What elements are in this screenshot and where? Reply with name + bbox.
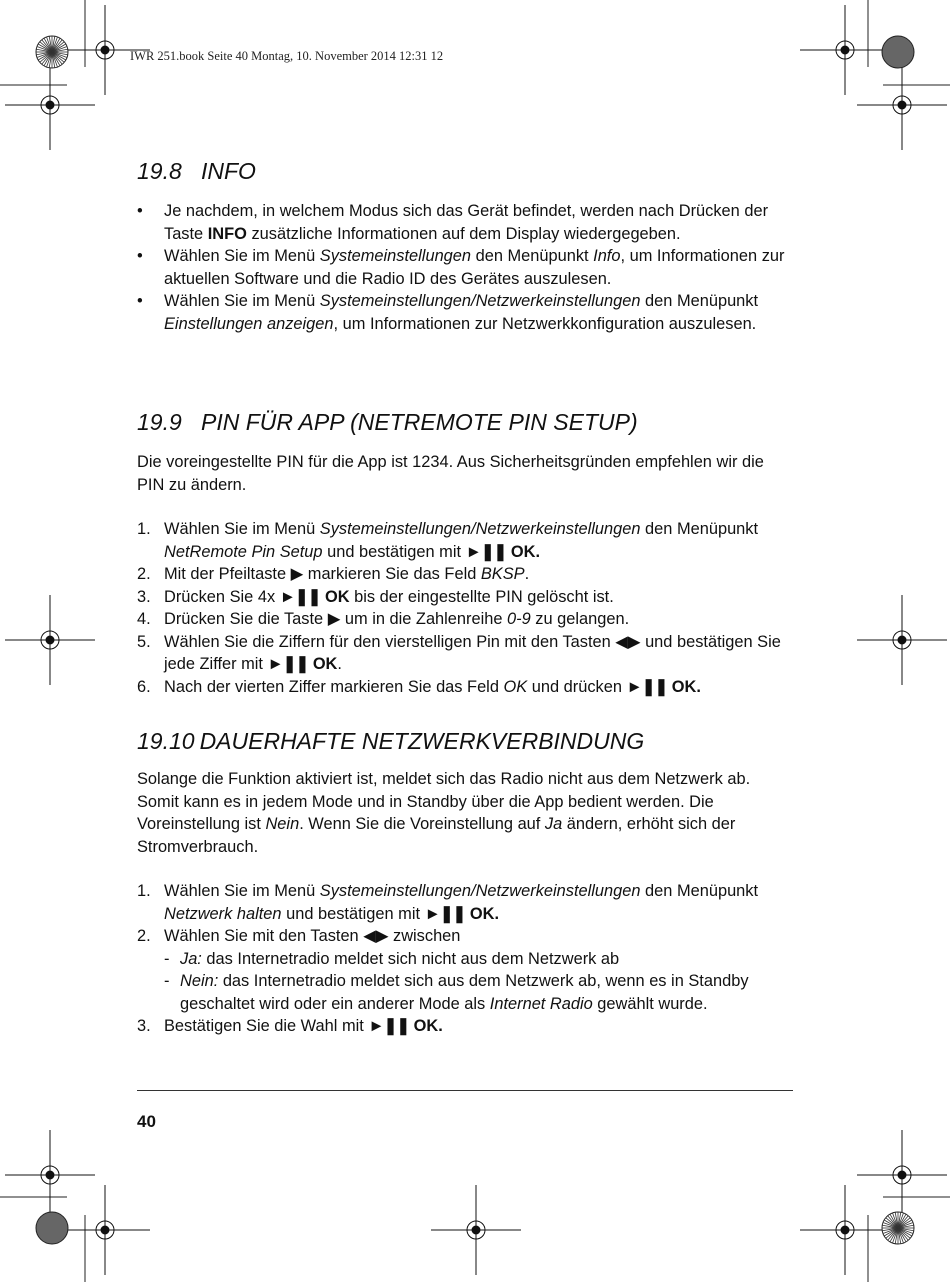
bullet-marker: •	[137, 247, 143, 265]
registration-crosshair	[857, 595, 947, 685]
field-name: BKSP	[480, 565, 525, 583]
play-pause-icon: ►❚❚	[424, 904, 466, 923]
ok-key-label: OK.	[671, 677, 701, 696]
bullet-marker: •	[137, 292, 143, 310]
arrow-left-right-icon: ◀▶	[615, 632, 641, 651]
section-heading-network	[137, 727, 644, 755]
section-number: 19.8	[137, 158, 182, 184]
step-number: 3.	[137, 587, 151, 606]
option-name: Ja	[544, 815, 563, 833]
section-number: 19.9	[137, 409, 182, 435]
option-label: Nein:	[180, 972, 219, 990]
list-item: 6. Nach der vierten Ziffer markieren Sie das Feld OK und drücken ►❚❚ OK.	[137, 676, 793, 699]
ok-key-label: OK	[324, 587, 350, 606]
play-pause-icon: ►❚❚	[626, 677, 668, 696]
info-bullet-list	[137, 200, 793, 335]
section-title: DAUERHAFTE NETZWERKVERBINDUNG	[199, 728, 645, 754]
menu-name: Systemeinstellungen/Netzwerkeinstellungen	[319, 520, 641, 538]
registration-starburst	[36, 36, 68, 68]
key-label: INFO	[207, 224, 247, 243]
registration-crosshair	[431, 1185, 521, 1275]
step-number: 6.	[137, 677, 151, 696]
registration-starburst	[882, 1212, 914, 1244]
option-label: Ja:	[180, 949, 202, 968]
dash-marker: -	[164, 972, 170, 990]
list-item: 5. Wählen Sie die Ziffern für den vierstelligen Pin mit den Tasten ◀▶ und bestätigen Sie jede Ziffer mit ►❚❚ OK.	[137, 632, 781, 673]
step-number: 3.	[137, 1017, 151, 1035]
list-item: • Wählen Sie im Menü Systemeinstellungen/Netzwerkeinstellungen den Menüpunkt Einstellungen anzeigen, um Informationen zur Netzwerkkonfiguration auszulesen.	[137, 292, 759, 333]
menu-name: Systemeinstellungen/Netzwerkeinstellungen	[319, 882, 641, 900]
registration-crosshair	[60, 1185, 150, 1275]
network-intro-paragraph: Solange die Funktion aktiviert ist, meldet sich das Radio nicht aus dem Netzwerk ab. Somit kann es in jedem Mode und in Standby über die App bedient werden. Die Voreinstellung ist Nein. Wenn Sie die Voreinstellung auf Ja ändern, erhöht sich der Stromverbrauch.	[137, 770, 751, 856]
option-item: - Ja: das Internetradio meldet sich nicht aus dem Netzwerk ab	[164, 948, 793, 971]
menu-item-name: Einstellungen anzeigen	[164, 314, 334, 333]
ok-key-label: OK.	[413, 1017, 443, 1035]
registration-crosshair	[800, 5, 890, 95]
step-number: 4.	[137, 610, 151, 628]
step-number: 1.	[137, 520, 151, 538]
menu-name: Systemeinstellungen	[319, 247, 472, 265]
list-item: 2. Mit der Pfeiltaste ▶ markieren Sie das Feld BKSP.	[137, 563, 793, 586]
network-steps-list	[137, 880, 793, 1038]
section-number: 19.10	[137, 728, 195, 754]
ok-key-label: OK.	[469, 904, 499, 923]
pin-intro-paragraph: Die voreingestellte PIN für die App ist 1234. Aus Sicherheitsgründen empfehlen wir die PIN zu ändern.	[137, 453, 764, 494]
play-pause-icon: ►❚❚	[368, 1017, 410, 1035]
list-item: 1. Wählen Sie im Menü Systemeinstellungen/Netzwerkeinstellungen den Menüpunkt Netzwerk halten und bestätigen mit ►❚❚ OK.	[137, 882, 759, 923]
section-title: INFO	[201, 158, 256, 184]
list-item: 2. Wählen Sie mit den Tasten ◀▶ zwischen - Ja: das Internetradio meldet sich nicht aus dem Netzwerk ab - Nein: das Internetradio meldet sich aus dem Netzwerk ab, wenn es in Standby geschaltet wird oder ein anderer Mode als Internet Radio gewählt wurde.	[137, 925, 793, 1015]
bullet-marker: •	[137, 202, 143, 220]
play-pause-icon: ►❚❚	[267, 655, 309, 673]
play-pause-icon: ►❚❚	[465, 542, 507, 561]
dash-marker: -	[164, 949, 170, 968]
option-name: Nein	[265, 815, 300, 833]
section-title: PIN FÜR APP (NETREMOTE PIN SETUP)	[201, 409, 638, 435]
step-number: 1.	[137, 882, 151, 900]
registration-starburst	[36, 1212, 68, 1244]
list-item: 4. Drücken Sie die Taste ▶ um in die Zahlenreihe 0-9 zu gelangen.	[137, 608, 793, 631]
list-item: 3. Drücken Sie 4x ►❚❚ OK bis der eingestellte PIN gelöscht ist.	[137, 586, 793, 609]
footer-rule	[137, 1090, 793, 1091]
ok-key-label: OK	[312, 655, 338, 673]
ok-key-label: OK.	[510, 542, 540, 561]
registration-starburst	[882, 36, 914, 68]
step-number: 5.	[137, 632, 151, 651]
list-item: • Je nachdem, in welchem Modus sich das Gerät befindet, werden nach Drücken der Taste INFO zusätzliche Informationen auf dem Display wiedergegeben.	[137, 202, 769, 243]
arrow-right-icon: ▶	[290, 565, 304, 583]
list-item: • Wählen Sie im Menü Systemeinstellungen den Menüpunkt Info, um Informationen zur aktuellen Software und die Radio ID des Gerätes auszulesen.	[137, 247, 785, 288]
option-list	[164, 948, 793, 1016]
mode-name: Internet Radio	[489, 994, 593, 1013]
list-item: 3. Bestätigen Sie die Wahl mit ►❚❚ OK.	[137, 1015, 793, 1038]
step-number: 2.	[137, 927, 151, 945]
arrow-right-icon: ▶	[327, 610, 341, 628]
digit-range: 0-9	[507, 610, 531, 628]
step-number: 2.	[137, 565, 151, 583]
menu-item-name: Info	[593, 247, 621, 265]
section-heading-pin	[137, 408, 638, 436]
play-pause-icon: ►❚❚	[279, 587, 321, 606]
registration-crosshair	[800, 1185, 890, 1275]
registration-crosshair	[5, 1130, 95, 1220]
arrow-left-right-icon: ◀▶	[363, 927, 389, 945]
menu-name: Systemeinstellungen/Netzwerkeinstellungen	[319, 292, 641, 310]
menu-item-name: Netzwerk halten	[164, 904, 282, 923]
pin-steps-list	[137, 518, 793, 698]
field-name: OK	[503, 677, 528, 696]
page-number: 40	[137, 1112, 156, 1131]
menu-item-name: NetRemote Pin Setup	[164, 542, 323, 561]
registration-crosshair	[857, 1130, 947, 1220]
list-item: 1. Wählen Sie im Menü Systemeinstellungen/Netzwerkeinstellungen den Menüpunkt NetRemote Pin Setup und bestätigen mit ►❚❚ OK.	[137, 520, 759, 561]
print-header: IWR 251.book Seite 40 Montag, 10. November 2014 12:31 12	[130, 49, 444, 63]
registration-crosshair	[5, 595, 95, 685]
option-item: - Nein: das Internetradio meldet sich aus dem Netzwerk ab, wenn es in Standby geschaltet wird oder ein anderer Mode als Internet Radio gewählt wurde.	[164, 972, 749, 1013]
registration-crosshair	[5, 60, 95, 150]
section-heading-info	[137, 157, 256, 185]
registration-crosshair	[857, 60, 947, 150]
